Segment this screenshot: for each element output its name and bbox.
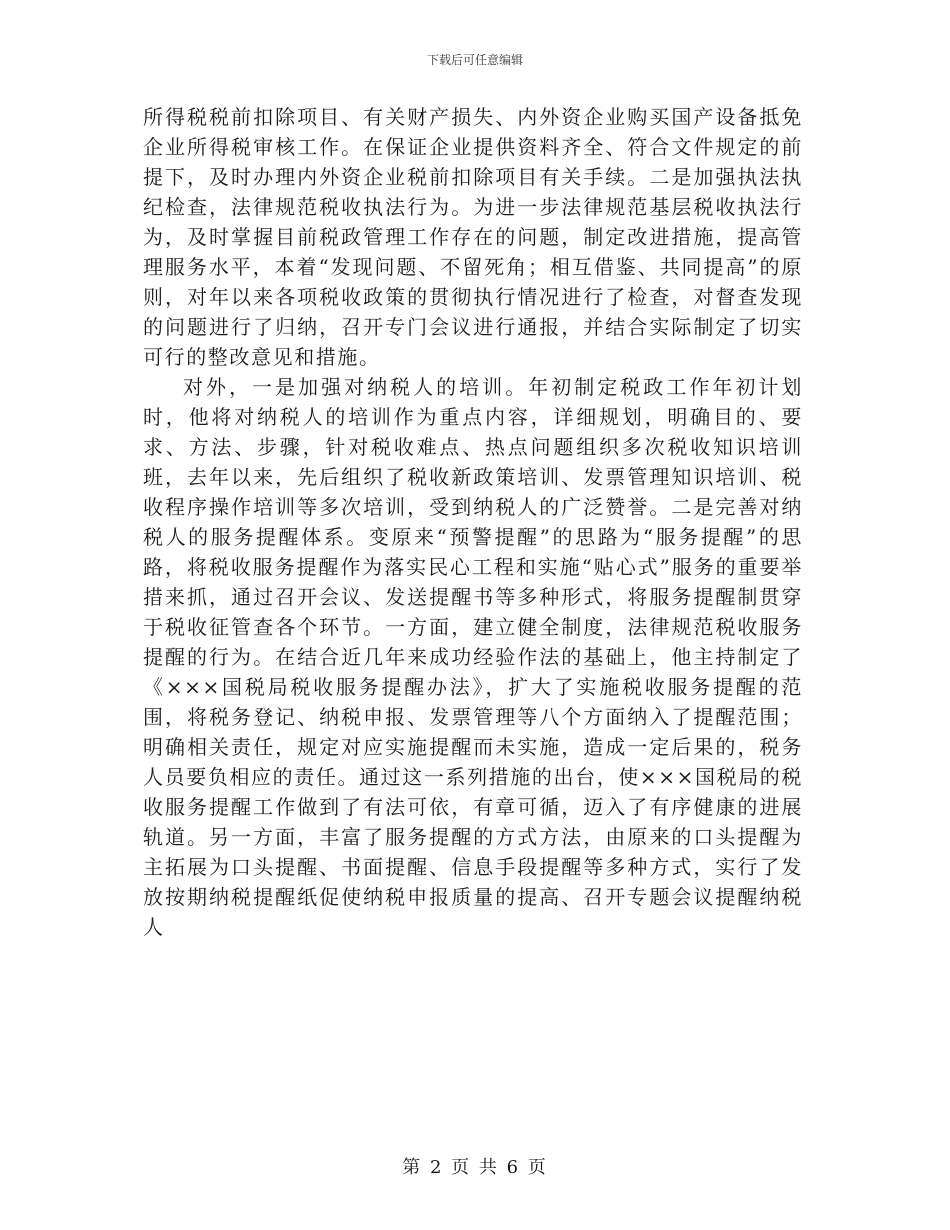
paragraph-1: 所得税税前扣除项目、有关财产损失、内外资企业购买国产设备抵免企业所得税审核工作。在保证企业提供资料齐全、符合文件规定的前提下，及时办理内外资企业税前扣除项目有关手续。二是加强执法执纪检查，法律规范税收执法行为。为进一步法律规范基层税收执法行为，及时掌握目前税政管理工作存在的问题，制定改进措施，提高管理服务水平，本着“发现问题、不留死角；相互借鉴、共同提高”的原则，对年以来各项税收政策的贯彻执行情况进行了检查，对督查发现的问题进行了归纳，召开专门会议进行通报，并结合实际制定了切实可行的整改意见和措施。 <box>143 105 803 369</box>
page-number: 第 2 页 共 6 页 <box>402 1157 548 1178</box>
page-header-note: 下载后可任意编辑 <box>426 53 523 67</box>
paragraph-2: 对外，一是加强对纳税人的培训。年初制定税政工作年初计划时，他将对纳税人的培训作为重点内容，详细规划，明确目的、要求、方法、步骤，针对税收难点、热点问题组织多次税收知识培训班，去年以来，先后组织了税收新政策培训、发票管理知识培训、税收程序操作培训等多次培训，受到纳税人的广泛赞誉。二是完善对纳税人的服务提醒体系。变原来“预警提醒”的思路为“服务提醒”的思路，将税收服务提醒作为落实民心工程和实施“贴心式”服务的重要举措来抓，通过召开会议、发送提醒书等多种形式，将服务提醒制贯穿于税收征管查各个环节。一方面，建立健全制度，法律规范税收服务提醒的行为。在结合近几年来成功经验作法的基础上，他主持制定了《×××国税局税收服务提醒办法》，扩大了实施税收服务提醒的范围，将税务登记、纳税申报、发票管理等八个方面纳入了提醒范围；明确相关责任，规定对应实施提醒而未实施，造成一定后果的，税务人员要负相应的责任。通过这一系列措施的出台，使×××国税局的税收服务提醒工作做到了有法可依，有章可循，迈入了有序健康的进展轨道。另一方面，丰富了服务提醒的方式方法，由原来的口头提醒为主拓展为口头提醒、书面提醒、信息手段提醒等多种方式，实行了发放按期纳税提醒纸促使纳税申报质量的提高、召开专题会议提醒纳税人 <box>143 375 803 939</box>
document-body <box>143 102 803 942</box>
